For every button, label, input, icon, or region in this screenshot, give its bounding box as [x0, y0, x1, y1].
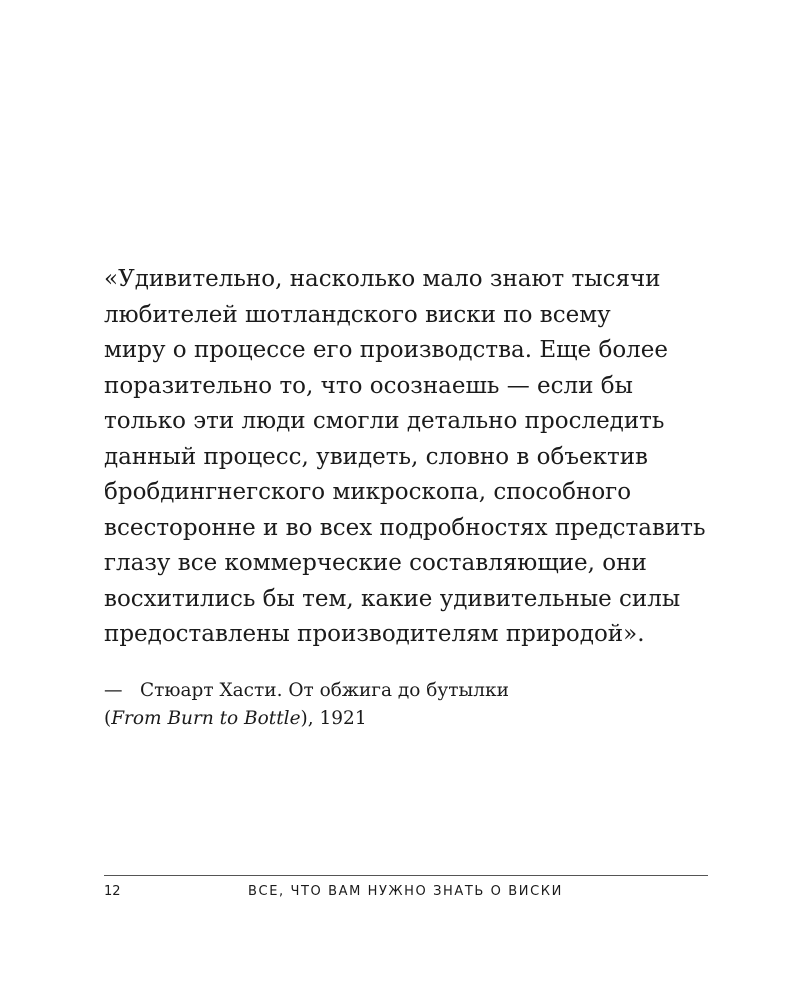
running-title: ВСЕ, ЧТО ВАМ НУЖНО ЗНАТЬ О ВИСКИ: [248, 884, 563, 899]
quote-line: любителей шотландского виски по всему: [104, 301, 611, 328]
quote-line: восхитились бы тем, какие удивительные силы: [104, 585, 681, 612]
quote-line: миру о процессе его производства. Еще более: [104, 337, 668, 363]
quote-line: всесторонне и во всех подробностях представить: [104, 514, 706, 541]
attribution-author-title: Стюарт Хасти. От обжига до бутылки: [140, 680, 509, 701]
attribution-source-line: [104, 705, 704, 733]
quote-line: предоставлены производителям природой».: [104, 621, 645, 647]
quote-line: глазу все коммерческие составляющие, они: [104, 550, 647, 576]
quote-line: данный процесс, увидеть, словно в объектив: [104, 443, 648, 470]
attribution-original-title: From Burn to Bottle: [111, 708, 301, 729]
quote-line: «Удивительно, насколько мало знают тысячи: [104, 266, 661, 292]
quote-line: только эти люди смогли детально проследить: [104, 408, 665, 434]
quote-attribution: [104, 677, 704, 733]
footer-divider: [104, 875, 708, 876]
quote-line: бробдингнегского микроскопа, способного: [104, 479, 632, 505]
attribution-year: ), 1921: [300, 708, 367, 729]
attribution-open-paren: (: [104, 708, 112, 729]
page-number: 12: [104, 884, 121, 899]
epigraph-quote: [104, 262, 744, 653]
attribution-author-line: [104, 677, 704, 705]
quote-line: поразительно то, что осознаешь — если бы: [104, 372, 633, 399]
attribution-dash: —: [104, 680, 123, 701]
